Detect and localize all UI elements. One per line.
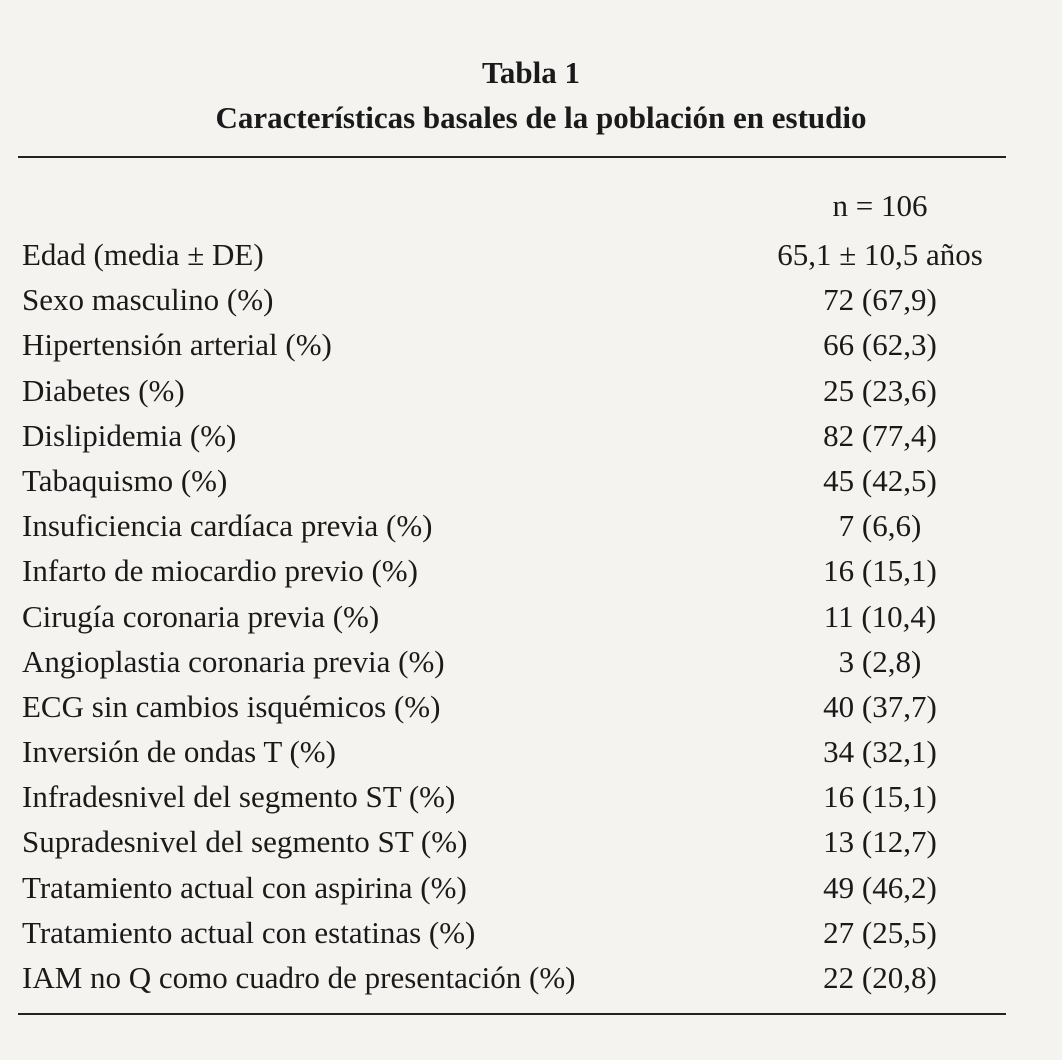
row-label: Angioplastia coronaria previa (%)	[22, 643, 445, 679]
table-row	[22, 639, 1002, 684]
row-label: Tabaquismo (%)	[22, 462, 228, 498]
row-value: 66 (62,3)	[823, 327, 937, 363]
row-label: Sexo masculino (%)	[22, 282, 274, 318]
table-caption: Características basales de la población en estudio	[215, 100, 867, 135]
table-row	[22, 503, 1002, 548]
row-value: 72 (67,9)	[823, 282, 937, 318]
table-row	[22, 368, 1002, 413]
row-value: 45 (42,5)	[823, 462, 937, 498]
row-label: Insuficiencia cardíaca previa (%)	[22, 508, 433, 544]
row-value: 40 (37,7)	[823, 688, 937, 724]
row-label: Cirugía coronaria previa (%)	[22, 598, 380, 634]
row-value: 7 (6,6)	[838, 508, 922, 544]
table-body	[22, 232, 1002, 1000]
column-header-n: n = 106	[832, 188, 928, 223]
table-row	[22, 277, 1002, 322]
table-row	[22, 819, 1002, 864]
table-row	[22, 955, 1002, 1000]
row-label: Tratamiento actual con aspirina (%)	[22, 869, 467, 905]
table-row	[22, 865, 1002, 910]
row-value: 11 (10,4)	[823, 598, 937, 634]
row-value: 13 (12,7)	[823, 824, 937, 860]
row-label: Infarto de miocardio previo (%)	[22, 553, 418, 589]
row-label: ECG sin cambios isquémicos (%)	[22, 688, 441, 724]
table-bottom-rule	[18, 1013, 1006, 1015]
row-label: Supradesnivel del segmento ST (%)	[22, 824, 468, 860]
row-label: Diabetes (%)	[22, 372, 185, 408]
row-label: Infradesnivel del segmento ST (%)	[22, 779, 456, 815]
table-row	[22, 458, 1002, 503]
row-value: 82 (77,4)	[823, 417, 937, 453]
row-value: 65,1 ± 10,5 años	[777, 237, 983, 272]
row-label: IAM no Q como cuadro de presentación (%)	[22, 960, 576, 995]
row-value: 34 (32,1)	[823, 734, 937, 770]
table-number: Tabla 1	[482, 55, 580, 90]
row-label: Tratamiento actual con estatinas (%)	[22, 914, 476, 950]
row-value: 3 (2,8)	[838, 643, 922, 679]
row-label: Hipertensión arterial (%)	[22, 327, 332, 363]
table-row	[22, 322, 1002, 367]
row-label: Edad (media ± DE)	[22, 237, 264, 272]
row-value: 27 (25,5)	[823, 914, 937, 950]
table-row	[22, 413, 1002, 458]
row-value: 22 (20,8)	[823, 960, 937, 995]
row-value: 49 (46,2)	[823, 869, 937, 905]
row-label: Inversión de ondas T (%)	[22, 734, 336, 770]
row-value: 16 (15,1)	[823, 553, 937, 589]
row-label: Dislipidemia (%)	[22, 417, 237, 453]
table-row	[22, 548, 1002, 593]
table-row	[22, 232, 1002, 277]
table-row	[22, 684, 1002, 729]
table-row	[22, 774, 1002, 819]
row-value: 25 (23,6)	[823, 372, 937, 408]
table-row	[22, 729, 1002, 774]
table-row	[22, 910, 1002, 955]
table-top-rule	[18, 156, 1006, 158]
table-row	[22, 594, 1002, 639]
row-value: 16 (15,1)	[823, 779, 937, 815]
